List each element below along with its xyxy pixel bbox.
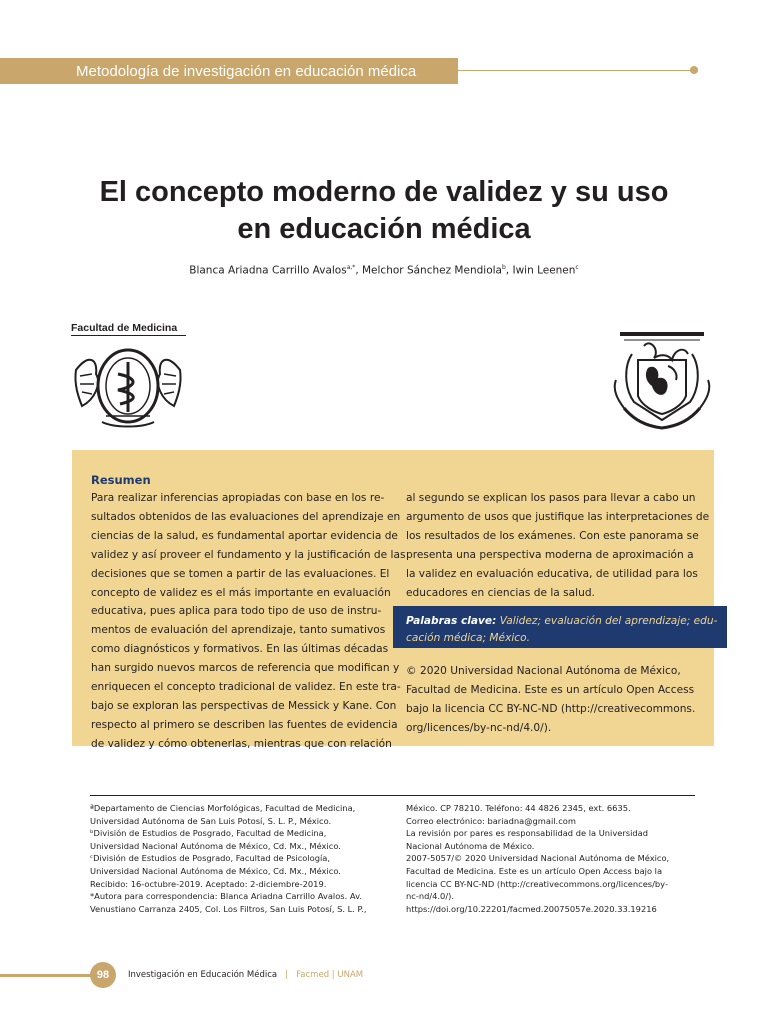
footnote-line: México. CP 78210. Teléfono: 44 4826 2345, ext. 6635. <box>406 803 631 813</box>
copyright-line: org/licences/by-nc-nd/4.0/). <box>406 721 552 734</box>
doi-link[interactable]: https://doi.org/10.22201/facmed.20075057e.2020.33.19216 <box>406 903 657 914</box>
publisher-facmed: Facmed <box>296 970 330 980</box>
keywords-list: Validez; evaluación del aprendizaje; edu- <box>496 615 718 627</box>
footnote-line: Correo electrónico: bariadna@gmail.com <box>406 815 576 826</box>
footnote-rule <box>90 795 695 796</box>
copyright-line: © 2020 Universidad Nacional Autónoma de México, <box>406 665 681 677</box>
footnote-line: Universidad Nacional Autónoma de México, Cd. Mx., México. <box>90 840 341 851</box>
footnote-line: Universidad Autónoma de San Luis Potosí, S. L. P., México. <box>90 815 332 826</box>
article-title-line-2: en educación médica <box>237 213 531 245</box>
footer-separator: | <box>331 970 335 980</box>
footnote-line: Nacional Autónoma de México. <box>406 840 535 851</box>
abstract-line: al segundo se explican los pasos para llevar a cabo un <box>406 492 696 504</box>
footnote-line: Venustiano Carranza 2405, Col. Los Filtros, San Luis Potosí, S. L. P., <box>90 903 367 914</box>
abstract-line: decisiones que se tomen a partir de las evaluaciones. El <box>91 567 390 580</box>
abstract-line: como diagnósticos y formativos. En las últimas décadas <box>91 643 389 656</box>
abstract-line: han surgido nuevos marcos de referencia que modifican y <box>91 662 400 675</box>
publisher-unam: UNAM <box>337 970 364 980</box>
keywords <box>406 613 718 647</box>
abstract-line: mentos de evaluación del aprendizaje, tanto sumativos <box>91 624 386 637</box>
abstract-line: educadores en ciencias de la salud. <box>406 586 595 599</box>
author-name: Blanca Ariadna Carrillo Avalos <box>189 264 347 277</box>
author-affiliation-mark: a,* <box>346 264 356 271</box>
abstract-column-1 <box>91 489 406 754</box>
footnote-line: licencia CC BY-NC-ND (http://creativecommons.org/licences/by- <box>406 878 668 889</box>
article-title-line-1: El concepto moderno de validez y su uso <box>99 176 669 208</box>
abstract-line: validez y así proveer el fundamento y la justificación de las <box>91 548 406 561</box>
facultad-medicina-label: Facultad de Medicina <box>71 322 178 334</box>
abstract-line: argumento de usos que justifique las interpretaciones de <box>406 510 710 523</box>
footnotes-column-2 <box>406 802 698 915</box>
header-divider-dot <box>690 66 698 74</box>
footnotes-column-1 <box>90 802 382 915</box>
journal-name: Investigación en Educación Médica <box>128 970 278 980</box>
facultad-label-rule <box>71 335 186 336</box>
abstract-line: educativa, pues aplica para todo tipo de uso de instru- <box>91 605 382 618</box>
facultad-medicina-logo-icon <box>72 340 184 430</box>
footnote-line: Facultad de Medicina. Este es un artículo Open Access bajo la <box>406 865 663 876</box>
footnote-line: *Autora para correspondencia: Blanca Ariadna Carrillo Avalos. Av. <box>90 891 362 902</box>
abstract-column-2 <box>406 489 710 602</box>
section-header-title: Metodología de investigación en educación médica <box>76 63 417 80</box>
footnote-line: ᵇDivisión de Estudios de Posgrado, Facultad de Medicina, <box>90 828 327 839</box>
author-affiliation-mark: c <box>575 264 579 271</box>
abstract-heading: Resumen <box>91 473 151 487</box>
footer-separator: | <box>285 970 289 980</box>
footnote-line: nc-nd/4.0/). <box>406 891 454 902</box>
abstract-line: los resultados de los exámenes. Con este panorama se <box>406 529 699 542</box>
footnote-line: Universidad Nacional Autónoma de México, Cd. Mx., México. <box>90 865 341 876</box>
abstract-line: respecto al primero se describen las fuentes de evidencia <box>91 718 398 731</box>
abstract-line: la validez en evaluación educativa, de utilidad para los <box>406 567 698 580</box>
author-affiliation-mark: b <box>501 264 506 271</box>
footnote-line: Recibido: 16-octubre-2019. Aceptado: 2-diciembre-2019. <box>90 878 327 889</box>
page-number: 98 <box>90 962 116 988</box>
header-divider-line <box>458 70 694 71</box>
abstract-line: de validez y cómo obtenerlas, mientras que con relación <box>91 737 392 750</box>
abstract-line: Para realizar inferencias apropiadas con base en los re- <box>91 492 385 504</box>
abstract-line: bajo se exploran las perspectivas de Messick y Kane. Con <box>91 699 397 712</box>
footnote-line: 2007-5057/© 2020 Universidad Nacional Autónoma de México, <box>406 853 670 864</box>
abstract-line: ciencias de la salud, es fundamental aportar evidencia de <box>91 529 398 542</box>
footer-running-title <box>128 970 363 980</box>
keywords-label: Palabras clave: <box>406 615 497 627</box>
abstract-line: presenta una perspectiva moderna de aproximación a <box>406 548 694 561</box>
keywords-list-continued: cación médica; México. <box>406 632 530 644</box>
unam-coat-of-arms-icon <box>610 324 714 434</box>
author-name: Iwin Leenen <box>512 264 576 277</box>
abstract-line: enriquecen el concepto tradicional de validez. En este tra- <box>91 681 401 694</box>
footnote-line: ᶜDivisión de Estudios de Posgrado, Facultad de Psicología, <box>90 853 331 864</box>
article-title <box>60 174 708 248</box>
author-list: Blanca Ariadna Carrillo Avalos$^{a,*}$, Melchor Sánchez Mendiola$^b$, Iwin Leenen$^c$ <box>189 264 579 277</box>
footer-accent-bar <box>0 974 92 977</box>
abstract-line: concepto de validez es el más importante en evaluación <box>91 586 391 599</box>
copyright-line: Facultad de Medicina. Este es un artículo Open Access <box>406 683 695 696</box>
abstract-line: sultados obtenidos de las evaluaciones del aprendizaje en <box>91 510 401 523</box>
copyright-notice <box>406 662 706 738</box>
footnote-line: ªDepartamento de Ciencias Morfológicas, Facultad de Medicina, <box>90 803 356 813</box>
footnote-line: La revisión por pares es responsabilidad de la Universidad <box>406 828 649 839</box>
copyright-line: bajo la licencia CC BY-NC-ND (http://creativecommons. <box>406 702 696 715</box>
author-name: Melchor Sánchez Mendiola <box>362 264 502 277</box>
